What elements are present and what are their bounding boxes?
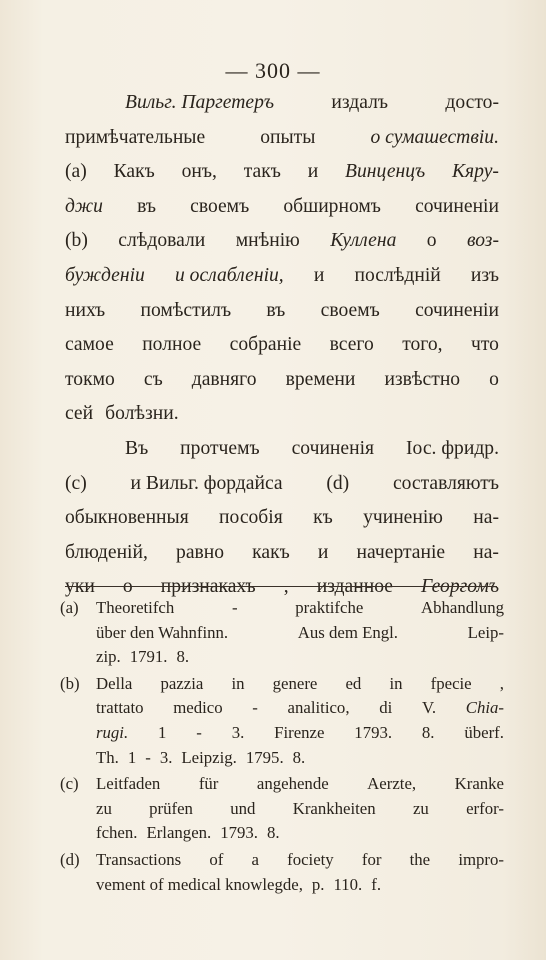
word: изданное — [316, 576, 393, 598]
footnote-line — [96, 772, 504, 797]
word: о — [122, 576, 133, 598]
word: impro- — [458, 849, 504, 869]
word: Вильг. Паргетеръ — [125, 92, 275, 113]
word: for — [361, 849, 382, 869]
word: протчемъ — [180, 437, 260, 459]
word: пособія — [219, 507, 283, 529]
word: съ — [143, 368, 163, 390]
word: Винценцъ — [345, 161, 426, 183]
footnote-line — [96, 596, 504, 621]
text-line — [65, 536, 499, 571]
text-line — [65, 328, 499, 363]
text-line — [65, 294, 499, 329]
footnote-line — [96, 848, 504, 873]
word: zu — [412, 798, 429, 818]
text-line — [65, 432, 499, 467]
word: Transactions — [96, 849, 182, 869]
word: давняго — [191, 368, 257, 390]
footnote — [60, 848, 504, 897]
word: Leitfaden — [96, 774, 161, 794]
word: 8. — [267, 823, 280, 843]
word: о — [489, 368, 499, 390]
word: о сумашествіи. — [370, 126, 499, 148]
word: (c) — [65, 472, 87, 494]
word: of — [209, 849, 224, 869]
word: и Вильг. фордайса — [130, 472, 283, 494]
word: Leip- — [467, 622, 504, 642]
word: a — [251, 849, 259, 869]
word: Какъ — [113, 161, 155, 183]
word: онъ, — [181, 161, 217, 183]
word: въ — [266, 299, 286, 321]
word: на- — [473, 541, 499, 563]
word: признакахъ — [160, 576, 256, 598]
word: Aerzte, — [367, 774, 417, 794]
word: извѣстно — [384, 368, 461, 390]
word: составляютъ — [392, 472, 499, 494]
footnote-label: (c) — [60, 774, 79, 794]
word: in — [389, 673, 403, 693]
footnote-line — [96, 645, 504, 670]
word: Kranke — [454, 774, 504, 794]
word: всего — [329, 334, 374, 356]
word: сочиненія — [291, 437, 375, 459]
word: Георгомъ — [421, 576, 499, 598]
word: 1791. — [129, 647, 168, 667]
text-line — [65, 190, 499, 225]
word: 3. — [231, 722, 245, 742]
word: Іос. фридр. — [406, 437, 499, 459]
word: (a) — [65, 161, 87, 183]
word: Chia- — [465, 698, 504, 718]
word: , — [283, 576, 289, 598]
word: изъ — [470, 264, 499, 286]
word: für — [198, 774, 219, 794]
word: Aus dem Engl. — [297, 622, 398, 642]
footnote — [60, 596, 504, 670]
word: - — [145, 747, 151, 767]
word: и — [307, 161, 319, 183]
text-line — [65, 155, 499, 190]
word: болѣзни. — [105, 403, 179, 425]
footnote-line — [96, 821, 504, 846]
word: Leipzig. — [181, 747, 237, 767]
word: Abhandlung — [421, 598, 504, 617]
word: fociety — [287, 849, 334, 869]
footnote — [60, 772, 504, 846]
text-line — [65, 224, 499, 259]
word: 8. — [292, 747, 306, 767]
word: f. — [371, 874, 382, 894]
word: prüfen — [149, 798, 193, 818]
word: издалъ — [331, 92, 389, 113]
word: und — [230, 798, 256, 818]
word: уки — [65, 576, 95, 598]
footnote-label: (b) — [60, 673, 80, 693]
word: di — [379, 698, 393, 718]
word: - — [196, 722, 202, 742]
word: что — [470, 334, 499, 356]
footnotes — [60, 596, 504, 899]
word: собраніе — [229, 334, 302, 356]
word: 1793. — [220, 823, 258, 843]
word: своемъ — [190, 195, 250, 217]
text-line — [65, 121, 499, 156]
word: о — [426, 230, 437, 252]
word: 110. — [333, 874, 363, 894]
word: обыкновенныя — [65, 507, 189, 529]
word: Th. — [96, 747, 119, 767]
word: Firenze — [274, 722, 325, 742]
word: - — [252, 698, 258, 718]
word: vement of medical knowlegde, — [96, 874, 303, 894]
word: блюденій, — [65, 541, 148, 563]
text-line — [65, 259, 499, 294]
word: über den Wahnfinn. — [96, 622, 229, 642]
word: (b) — [65, 230, 88, 252]
word: сей — [65, 403, 94, 425]
word: помѣстилъ — [140, 299, 232, 321]
footnote-line — [96, 873, 504, 898]
word: 3. — [159, 747, 173, 767]
text-line — [65, 467, 499, 502]
word: Krankheiten — [292, 798, 376, 818]
word: примѣчательные — [65, 126, 206, 148]
word: pazzia — [160, 673, 204, 693]
word: Куллена — [330, 230, 397, 252]
page-number: — 300 — — [225, 58, 321, 83]
word: 8. — [176, 647, 190, 667]
word: нихъ — [65, 299, 106, 321]
word: на- — [473, 507, 499, 529]
word: мнѣнію — [235, 230, 300, 252]
word: Erlangen. — [146, 823, 212, 843]
word: бужденіи — [65, 264, 145, 286]
word: medico — [173, 698, 223, 718]
text-line — [65, 363, 499, 398]
word: 1795. — [245, 747, 284, 767]
word: praktifche — [295, 598, 364, 617]
footnote-label: (a) — [60, 598, 79, 617]
footnote-line — [96, 721, 504, 746]
footnote-line — [96, 621, 504, 646]
word: слѣдовали — [118, 230, 206, 252]
word: genere — [272, 673, 318, 693]
word: Кяру- — [452, 161, 499, 183]
word: обширномъ — [283, 195, 381, 217]
word: fpecie — [430, 673, 472, 693]
word: rugi. — [96, 722, 129, 742]
word: ed — [345, 673, 362, 693]
word: времени — [285, 368, 356, 390]
word: erfor- — [466, 798, 504, 818]
word: 1793. — [354, 722, 393, 742]
word: въ — [137, 195, 156, 217]
word: analitico, — [287, 698, 350, 718]
word: in — [231, 673, 245, 693]
word: послѣдній — [354, 264, 441, 286]
word: überf. — [464, 722, 504, 742]
word: - — [231, 598, 238, 617]
footnote — [60, 672, 504, 770]
word: своемъ — [320, 299, 380, 321]
text-line — [65, 86, 499, 121]
footnote-line — [96, 797, 504, 822]
word: (d) — [326, 472, 350, 494]
word: и — [317, 541, 329, 563]
word: учиненію — [363, 507, 443, 529]
word: и ослабленіи, — [174, 264, 284, 286]
main-text — [65, 86, 499, 605]
footnote-divider — [65, 586, 497, 587]
word: Theoretifch — [96, 598, 175, 617]
word: досто- — [445, 92, 499, 113]
word: p. — [311, 874, 325, 894]
word: zu — [96, 798, 112, 818]
word: и — [313, 264, 325, 286]
word: полное — [142, 334, 202, 356]
word: джи — [65, 195, 103, 217]
word: начертаніе — [356, 541, 446, 563]
word: воз- — [467, 230, 499, 252]
word: trattato — [96, 698, 144, 718]
word: zip. — [96, 647, 121, 667]
word: , — [499, 673, 504, 693]
word: fchen. — [96, 823, 138, 843]
word: такъ — [243, 161, 281, 183]
word: сочиненіи — [415, 299, 499, 321]
word: сочиненіи — [415, 195, 499, 217]
word: Въ — [125, 437, 149, 459]
footnote-line — [96, 696, 504, 721]
footnote-line — [96, 746, 504, 771]
word: 1 — [158, 722, 167, 742]
text-line — [65, 501, 499, 536]
word: V. — [421, 698, 437, 718]
text-line — [65, 397, 499, 432]
word: токмо — [65, 368, 115, 390]
footnote-label: (d) — [60, 849, 80, 869]
footnote-line — [96, 672, 504, 697]
word: какъ — [252, 541, 290, 563]
word: равно — [176, 541, 225, 563]
word: angehende — [256, 774, 329, 794]
word: опыты — [260, 126, 316, 148]
word: the — [409, 849, 431, 869]
word: того, — [402, 334, 443, 356]
word: къ — [313, 507, 333, 529]
word: самое — [65, 334, 114, 356]
word: 1 — [127, 747, 137, 767]
word: 8. — [421, 722, 435, 742]
word: Della — [96, 673, 133, 693]
